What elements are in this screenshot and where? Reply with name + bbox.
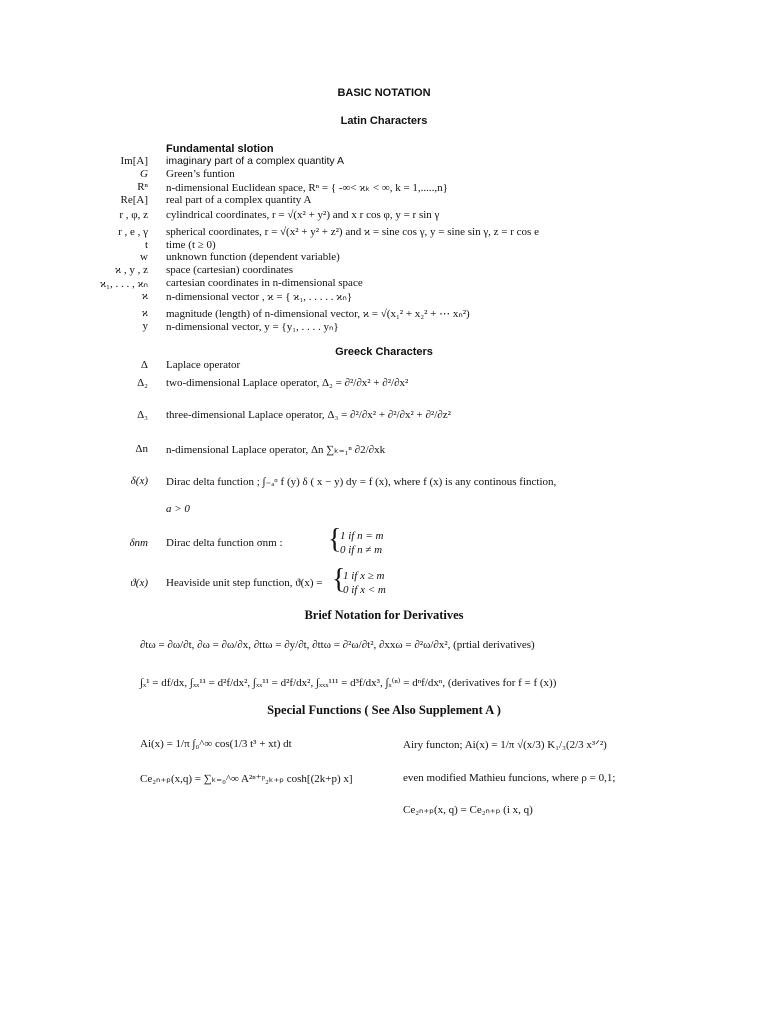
latin-symbol: r , φ, z: [119, 209, 148, 221]
latin-desc: space (cartesian) coordinates: [166, 264, 294, 276]
ordinary-derivatives: ∫ₓ¹ = df/dx, ∫ₓₓ¹¹ = d²f/dx², ∫ₓₓ¹¹ = d²f/dx², ∫ₓₓₓ¹¹¹ = d³f/dx³, ∫ₓ⁽ⁿ⁾ = dⁿf/dxⁿ, (derivatives for f = f (x)): [140, 677, 557, 689]
greek-symbol: ϑ(x): [130, 577, 148, 589]
latin-symbol: r , e , γ: [118, 226, 148, 238]
greek-symbol: δnm: [129, 537, 148, 549]
greek-desc: Dirac delta function σnm :: [166, 537, 283, 549]
latin-symbol: Re[A]: [120, 194, 148, 206]
latin-symbol: G: [140, 168, 148, 180]
greek-desc: n-dimensional Laplace operator, Δn ∑ₖ₌₁ⁿ ∂2/∂xk: [166, 444, 386, 456]
greek-desc: Dirac delta function ; ∫₋ₐᵅ f (y) δ ( x − y) dy = f (x), where f (x) is any continous finction,: [166, 476, 557, 488]
latin-symbol: Rⁿ: [137, 181, 148, 193]
page-title: BASIC NOTATION: [337, 87, 431, 99]
greek-symbol: δ(x): [130, 475, 148, 487]
mathieu-definition: Ce₂ₙ₊ₚ(x,q) = ∑ₖ₌₀^∞ A²ⁿ⁺ᵖ₂ₖ₊ₚ cosh[(2k+p) x]: [140, 773, 353, 785]
latin-symbol: ϰ₁, . . . , ϰₙ: [99, 278, 148, 290]
latin-symbol: w: [140, 251, 148, 263]
latin-symbol: ϰ: [141, 307, 148, 319]
latin-desc: magnitude (length) of n-dimensional vector, ϰ = √(x₁² + x₂² + ⋯ xₙ²): [166, 308, 470, 320]
mathieu-description: even modified Mathieu funcions, where ρ = 0,1;: [403, 772, 616, 784]
greek-desc: Heaviside unit step function, ϑ(x) =: [166, 577, 323, 589]
latin-subheading: Fundamental slotion: [166, 143, 274, 155]
greek-desc: a > 0: [166, 503, 190, 515]
latin-desc: real part of a complex quantity A: [166, 194, 312, 206]
latin-desc: n-dimensional vector, y = {y₁, . . . . yₙ}: [166, 321, 339, 333]
greek-symbol: Δ₂: [137, 377, 148, 389]
latin-desc: Green’s funtion: [166, 168, 235, 180]
step-case: 0 if x < m: [343, 584, 386, 596]
greek-desc: Laplace operator: [166, 359, 241, 371]
latin-symbol: Im[A]: [120, 155, 148, 167]
greek-desc: three-dimensional Laplace operator, Δ₃ = ∂²/∂x² + ∂²/∂x² + ∂²/∂z²: [166, 409, 451, 421]
delta-case: 1 if n = m: [340, 530, 384, 542]
derivatives-heading: Brief Notation for Derivatives: [304, 608, 464, 622]
greek-desc: two-dimensional Laplace operator, Δ₂ = ∂²/∂x² + ∂²/∂x²: [166, 377, 409, 389]
latin-heading: Latin Characters: [340, 115, 428, 127]
latin-symbol: t: [144, 239, 148, 251]
latin-desc: cartesian coordinates in n-dimensional space: [166, 277, 363, 289]
delta-case: 0 if n ≠ m: [340, 544, 383, 556]
latin-symbol: ϰ , y , z: [114, 264, 148, 276]
special-heading: Special Functions ( See Also Supplement A ): [267, 703, 501, 717]
greek-heading: Greeck Characters: [335, 346, 433, 358]
greek-symbol: Δ: [140, 359, 148, 371]
latin-desc: unknown function (dependent variable): [166, 251, 340, 263]
greek-symbol: Δ₃: [137, 409, 148, 421]
step-case: 1 if x ≥ m: [343, 570, 385, 582]
partial-derivatives: ∂tω = ∂ω/∂t, ∂ω = ∂ω/∂x, ∂ttω = ∂y/∂t, ∂ttω = ∂²ω/∂t², ∂xxω = ∂²ω/∂x², (prtial derivatives): [140, 639, 535, 651]
latin-desc: spherical coordinates, r = √(x² + y² + z²) and ϰ = sine cos γ, y = sine sin γ, z = r cos e: [166, 226, 539, 238]
latin-desc: imaginary part of a complex quantity A: [166, 155, 345, 167]
mathieu-relation: Ce₂ₙ₊ₚ(x, q) = Ce₂ₙ₊ₚ (i x, q): [403, 804, 533, 816]
brace-icon: {: [328, 524, 342, 555]
airy-alternate: Airy functon; Ai(x) = 1/π √(x/3) K₁/₃(2/3 x³ᐟ²): [403, 739, 607, 751]
latin-desc: n-dimensional vector , ϰ = { ϰ₁, . . . . . ϰₙ}: [166, 291, 353, 303]
brace-icon: {: [332, 564, 346, 595]
latin-desc: n-dimensional Euclidean space, Rⁿ = { -∞< ϰₖ < ∞, k = 1,.....,n}: [166, 182, 448, 194]
airy-definition: Ai(x) = 1/π ∫₀^∞ cos(1/3 t³ + xt) dt: [140, 738, 292, 750]
latin-symbol: y: [142, 320, 148, 332]
latin-desc: cylindrical coordinates, r = √(x² + y²) and x r cos φ, y = r sin γ: [166, 209, 440, 221]
latin-desc: time (t ≥ 0): [166, 239, 216, 251]
greek-symbol: Δn: [135, 443, 148, 455]
latin-symbol: ϰ: [141, 290, 148, 302]
